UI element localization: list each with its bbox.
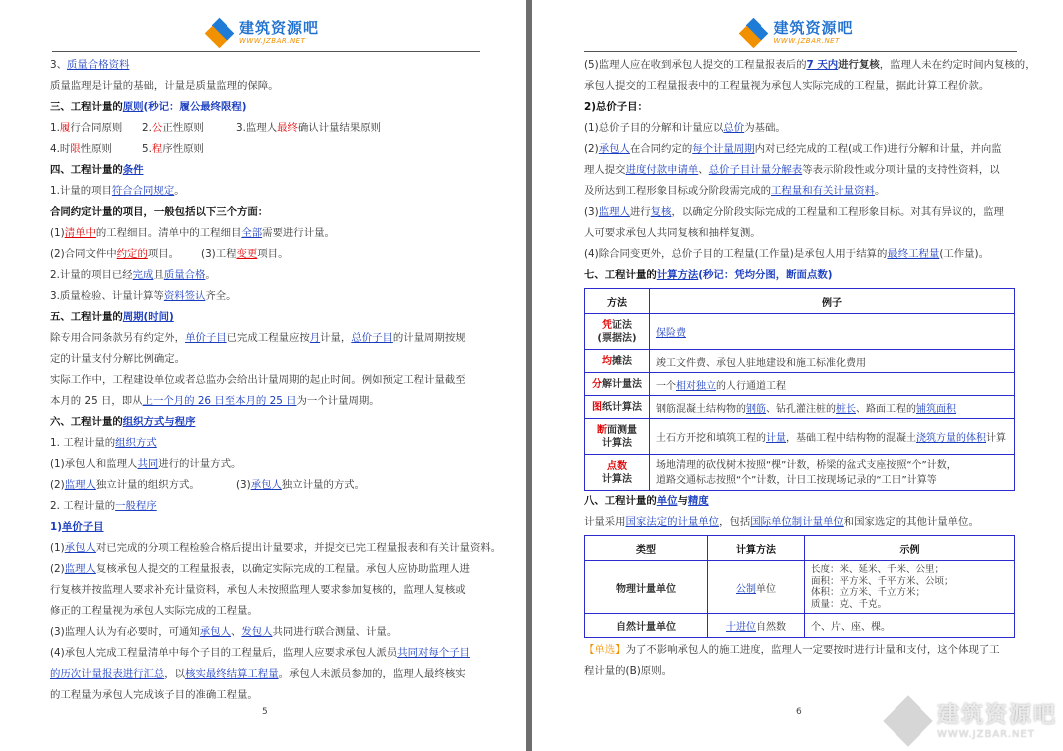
text-line: 实际工作中，工程建设单位或者总监办会给出计量周期的起止时间。例如预定工程计量截至 bbox=[50, 374, 466, 386]
text-line: 修正的工程量视为承包人实际完成的工程量。 bbox=[50, 605, 258, 617]
text-line: 程计量的(B)原则。 bbox=[584, 665, 672, 677]
table-header-row: 类型 计算方法 示例 bbox=[585, 536, 1015, 561]
table-row: 断面测量 计算法 土石方开挖和填筑工程的计量，基础工程中结构物的混凝土浇筑方量的体积计算 bbox=[585, 419, 1015, 455]
text-line: (2)承包人在合同约定的每个计量周期内对已经完成的工程(或工作)进行分解和计量，并向监 bbox=[584, 143, 1002, 155]
text-line: 的历次计量报表进行汇总，以核实最终结算工程量。承包人未派员参加的，监理人最终核实 bbox=[50, 668, 466, 680]
method-table bbox=[584, 288, 1015, 491]
table-row: 凭证法 (票据法) 保险费 bbox=[585, 314, 1015, 350]
unit-table bbox=[584, 535, 1015, 638]
text-line: 及所达到工程形象目标或分阶段需完成的工程量和有关计量资料。 bbox=[584, 185, 886, 197]
table-row: 点数 计算法 场地清理的砍伐树木按照“棵”计数，桥梁的盆式支座按照“个”计数， 道路交通标志按照“个”计数，计日工按现场记录的“工日”计算等 bbox=[585, 455, 1015, 491]
section-heading: 七、工程计量的计算方法(秒记：凭均分图，断面点数) bbox=[584, 269, 833, 281]
text-line: (2)合同文件中约定的项目。 (3)工程变更项目。 bbox=[50, 248, 289, 260]
section-heading: 八、工程计量的单位与精度 bbox=[584, 495, 709, 507]
text-line: (1)清单中的工程细目。清单中的工程细目全部需要进行计量。 bbox=[50, 227, 335, 239]
table-row: 分解计量法 一个相对独立的人行通道工程 bbox=[585, 373, 1015, 396]
watermark-logo-icon bbox=[885, 699, 931, 745]
text-line: (3)监理人进行复核，以确定分阶段实际完成的工程量和工程形象目标。对其有异议的，监理 bbox=[584, 206, 1004, 218]
text-line: 3、质量合格资料 bbox=[50, 59, 130, 71]
text-line: 理人提交进度付款申请单、总价子目计量分解表等表示阶段性或分项计量的支持性资料，以 bbox=[584, 164, 1000, 176]
text-line: 质量监理是计量的基础，计量是质量监理的保障。 bbox=[50, 80, 279, 92]
text-line: 的工程量为承包人完成该子目的准确工程量。 bbox=[50, 689, 258, 701]
page-number: 6 bbox=[796, 707, 802, 717]
text-line: 人可要求承包人共同复核和抽样复测。 bbox=[584, 227, 761, 239]
text-line: 行复核并按监理人要求补充计量资料，承包人未按照监理人要求参加复核的，监理人复核或 bbox=[50, 584, 466, 596]
text-line: (3)监理人认为有必要时，可通知承包人、发包人共同进行联合测量、计量。 bbox=[50, 626, 398, 638]
text-line: 2. 工程计量的一般程序 bbox=[50, 500, 157, 512]
logo-icon bbox=[741, 20, 767, 46]
text-line: (5)监理人应在收到承包人提交的工程量报表后的7 天内进行复核，监理人未在约定时间内复核的， bbox=[584, 59, 1036, 71]
text-line: 2.计量的项目已经完成且质量合格。 bbox=[50, 269, 216, 281]
logo-title: 建筑资源吧 bbox=[238, 19, 319, 37]
link[interactable]: 保险费 bbox=[656, 328, 686, 339]
text-line: (2)监理人独立计量的组织方式。 (3)承包人独立计量的方式。 bbox=[50, 479, 366, 491]
section-heading: 六、工程计量的组织方式与程序 bbox=[50, 416, 196, 428]
table-header-row: 方法 例子 bbox=[585, 289, 1015, 314]
page-5 bbox=[0, 0, 526, 751]
logo-url: WWW.JZBAR.NET bbox=[238, 37, 306, 45]
header-rule bbox=[584, 51, 1017, 52]
page-header bbox=[532, 14, 1063, 52]
table-row: 自然计量单位 十进位自然数 个、片、座、棵。 bbox=[585, 614, 1015, 638]
link[interactable]: 质量合格资料 bbox=[67, 59, 130, 71]
table-row: 图纸计算法 钢筋混凝土结构物的钢筋、钻孔灌注桩的桩长、路面工程的铺筑面积 bbox=[585, 396, 1015, 419]
principle-row: 4.时限性原则 5.程序性原则 bbox=[50, 143, 204, 155]
subsection-heading: 1)单价子目 bbox=[50, 521, 104, 533]
section-heading: 五、工程计量的周期(时间) bbox=[50, 311, 174, 323]
logo-icon bbox=[207, 20, 233, 46]
section-heading: 四、工程计量的条件 bbox=[50, 164, 144, 176]
text-line: 1.计量的项目符合合同规定。 bbox=[50, 185, 185, 197]
text-line: 计量采用国家法定的计量单位，包括国际单位制计量单位和国家选定的其他计量单位。 bbox=[584, 516, 979, 528]
page-5-content bbox=[50, 55, 502, 706]
text-line: (4)除合同变更外，总价子目的工程量(工作量)是承包人用于结算的最终工程量(工作量)。 bbox=[584, 248, 989, 260]
text-line: 合同约定计量的项目，一般包括以下三个方面： bbox=[50, 206, 269, 218]
page-6 bbox=[532, 0, 1063, 751]
page-number: 5 bbox=[262, 707, 268, 717]
text-line: (1)承包人和监理人共同进行的计量方式。 bbox=[50, 458, 242, 470]
watermark bbox=[885, 699, 1057, 745]
section-heading: 三、工程计量的原则(秒记：履公最终限程) bbox=[50, 101, 247, 113]
page-6-content bbox=[584, 55, 1036, 682]
principle-row: 1.履行合同原则 2.公正性原则 3.监理人最终确认计量结果原则 bbox=[50, 122, 381, 134]
text-line: (1)承包人对已完成的分项工程检验合格后提出计量要求，并提交已完工程量报表和有关计量资料。 bbox=[50, 542, 502, 554]
text-line: 除专用合同条款另有约定外，单价子目已完成工程量应按月计量，总价子目的计量周期按规 bbox=[50, 332, 466, 344]
text-line: 1. 工程计量的组织方式 bbox=[50, 437, 157, 449]
watermark-url: WWW.JZBAR.NET bbox=[936, 728, 1035, 740]
page-header bbox=[0, 14, 526, 52]
table-row: 均摊法 竣工文件费、承包人驻地建设和施工标准化费用 bbox=[585, 350, 1015, 373]
logo-url: WWW.JZBAR.NET bbox=[773, 37, 840, 45]
text-line: 定的计量支付分解比例确定。 bbox=[50, 353, 186, 365]
text-line: 本月的 25 日，即从上一个月的 26 日至本月的 25 日为一个计量周期。 bbox=[50, 395, 380, 407]
subsection-heading: 2)总价子目： bbox=[584, 101, 648, 113]
header-rule bbox=[52, 51, 480, 52]
text-line: 3.质量检验、计量计算等资料签认齐全。 bbox=[50, 290, 237, 302]
text-line: (4)承包人完成工程量清单中每个子目的工程量后，监理人应要求承包人派员共同对每个子目 bbox=[50, 647, 470, 659]
text-line: (1)总价子目的分解和计量应以总价为基础。 bbox=[584, 122, 786, 134]
question-tag: 【单选】 bbox=[584, 644, 626, 656]
logo-title: 建筑资源吧 bbox=[773, 19, 854, 37]
text-line: (2)监理人复核承包人提交的工程量报表，以确定实际完成的工程量。承包人应协助监理人进 bbox=[50, 563, 470, 575]
question-line: 【单选】为了不影响承包人的施工进度，监理人一定要按时进行计量和支付，这个体现了工 bbox=[584, 644, 1000, 656]
watermark-title: 建筑资源吧 bbox=[936, 702, 1057, 728]
table-row: 物理计量单位 公制单位 长度：米、延米、千米、公里； 面积：平方米、千平方米、公顷； 体积：立方米、千立方米； 质量：克、千克。 bbox=[585, 561, 1015, 614]
text-line: 承包人提交的工程量报表中的工程量视为承包人实际完成的工程量，据此计算工程价款。 bbox=[584, 80, 990, 92]
